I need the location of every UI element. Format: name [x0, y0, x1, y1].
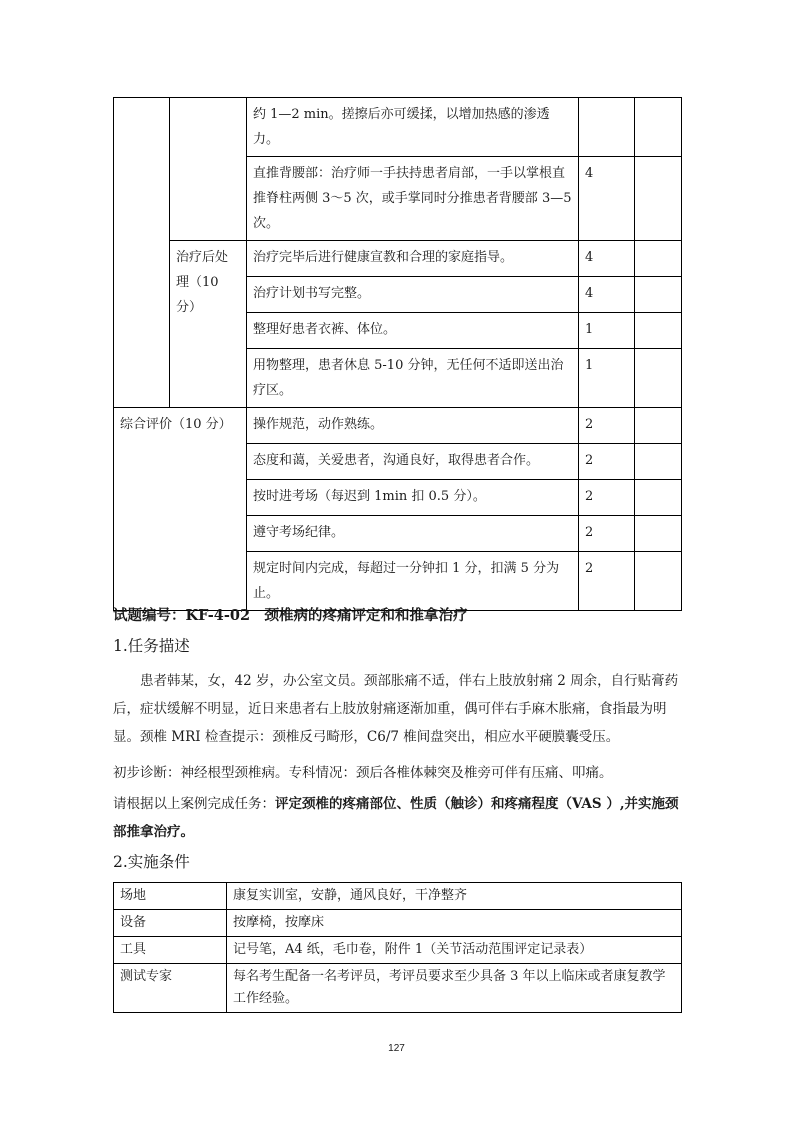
item-cell: 遵守考场纪律。	[247, 516, 579, 552]
item-cell: 治疗完毕后进行健康宣教和合理的家庭指导。	[247, 241, 579, 277]
item-cell: 整理好患者衣裤、体位。	[247, 313, 579, 349]
item-cell: 操作规范，动作熟练。	[247, 408, 579, 444]
item-cell: 用物整理，患者休息 5-10 分钟，无任何不适即送出治疗区。	[247, 349, 579, 408]
score-cell: 2	[579, 444, 635, 480]
blank-cell	[635, 480, 682, 516]
score-cell: 2	[579, 516, 635, 552]
instruction-bold: 评定颈椎的疼痛部位、性质（触诊）和疼痛程度（VAS ）,并实施颈部推拿治疗。	[113, 796, 679, 840]
score-cell: 1	[579, 313, 635, 349]
condition-value: 每名考生配备一名考评员，考评员要求至少具备 3 年以上临床或者康复教学工作经验。	[227, 964, 682, 1013]
subcategory-cell	[170, 98, 247, 241]
task-paragraph: 初步诊断：神经根型颈椎病。专科情况：颈后各椎体棘突及椎旁可伴有压痛、叩痛。	[113, 765, 613, 781]
scoring-table	[113, 97, 682, 611]
table-row	[114, 964, 682, 1013]
table-row	[114, 408, 682, 444]
condition-label: 工具	[114, 937, 227, 964]
instruction-prefix: 请根据以上案例完成任务：	[113, 796, 275, 812]
condition-value: 按摩椅，按摩床	[227, 910, 682, 937]
table-row	[114, 937, 682, 964]
task-heading: 1.任务描述	[113, 637, 190, 655]
score-cell: 2	[579, 408, 635, 444]
condition-label: 测试专家	[114, 964, 227, 1013]
blank-cell	[635, 408, 682, 444]
table-row	[114, 910, 682, 937]
task-instruction	[113, 790, 681, 846]
subcategory-cell: 治疗后处理（10 分）	[170, 241, 247, 408]
score-cell: 2	[579, 552, 635, 611]
category-cell: 综合评价（10 分）	[114, 408, 247, 611]
conditions-table	[113, 882, 682, 1013]
blank-cell	[635, 277, 682, 313]
table-row	[114, 883, 682, 910]
blank-cell	[635, 444, 682, 480]
blank-cell	[635, 552, 682, 611]
score-cell: 4	[579, 277, 635, 313]
blank-cell	[635, 313, 682, 349]
score-cell: 1	[579, 349, 635, 408]
score-cell	[579, 98, 635, 157]
table-row	[114, 241, 682, 277]
blank-cell	[635, 98, 682, 157]
item-cell: 态度和蔼，关爱患者，沟通良好，取得患者合作。	[247, 444, 579, 480]
table-row	[114, 98, 682, 157]
condition-value: 记号笔，A4 纸，毛巾卷，附件 1（关节活动范围评定记录表）	[227, 937, 682, 964]
score-cell: 4	[579, 157, 635, 241]
score-cell: 4	[579, 241, 635, 277]
condition-label: 场地	[114, 883, 227, 910]
conditions-heading: 2.实施条件	[113, 853, 190, 871]
page-number: 127	[388, 1043, 405, 1054]
condition-label: 设备	[114, 910, 227, 937]
condition-value: 康复实训室，安静，通风良好，干净整齐	[227, 883, 682, 910]
score-cell: 2	[579, 480, 635, 516]
item-cell: 直推背腰部：治疗师一手扶持患者肩部，一手以掌根直推脊柱两侧 3～5 次，或手掌同时分推患者背腰部 3—5 次。	[247, 157, 579, 241]
blank-cell	[635, 241, 682, 277]
task-paragraph: 患者韩某，女，42 岁，办公室文员。颈部胀痛不适，伴右上肢放射痛 2 周余，自行贴膏药后，症状缓解不明显，近日来患者右上肢放射痛逐渐加重，偶可伴右手麻木胀痛，食指最为明显。颈椎 MRI 检查提示：颈椎反弓畸形，C6/7 椎间盘突出，相应水平硬膜囊受压。	[113, 673, 679, 745]
item-cell: 规定时间内完成，每超过一分钟扣 1 分，扣满 5 分为止。	[247, 552, 579, 611]
section-title: 试题编号：KF-4-02 颈椎病的疼痛评定和和推拿治疗	[113, 607, 468, 624]
category-cell	[114, 98, 170, 408]
blank-cell	[635, 516, 682, 552]
item-cell: 按时进考场（每迟到 1min 扣 0.5 分）。	[247, 480, 579, 516]
item-cell: 约 1—2 min。搓擦后亦可缓揉，以增加热感的渗透力。	[247, 98, 579, 157]
item-cell: 治疗计划书写完整。	[247, 277, 579, 313]
blank-cell	[635, 157, 682, 241]
blank-cell	[635, 349, 682, 408]
